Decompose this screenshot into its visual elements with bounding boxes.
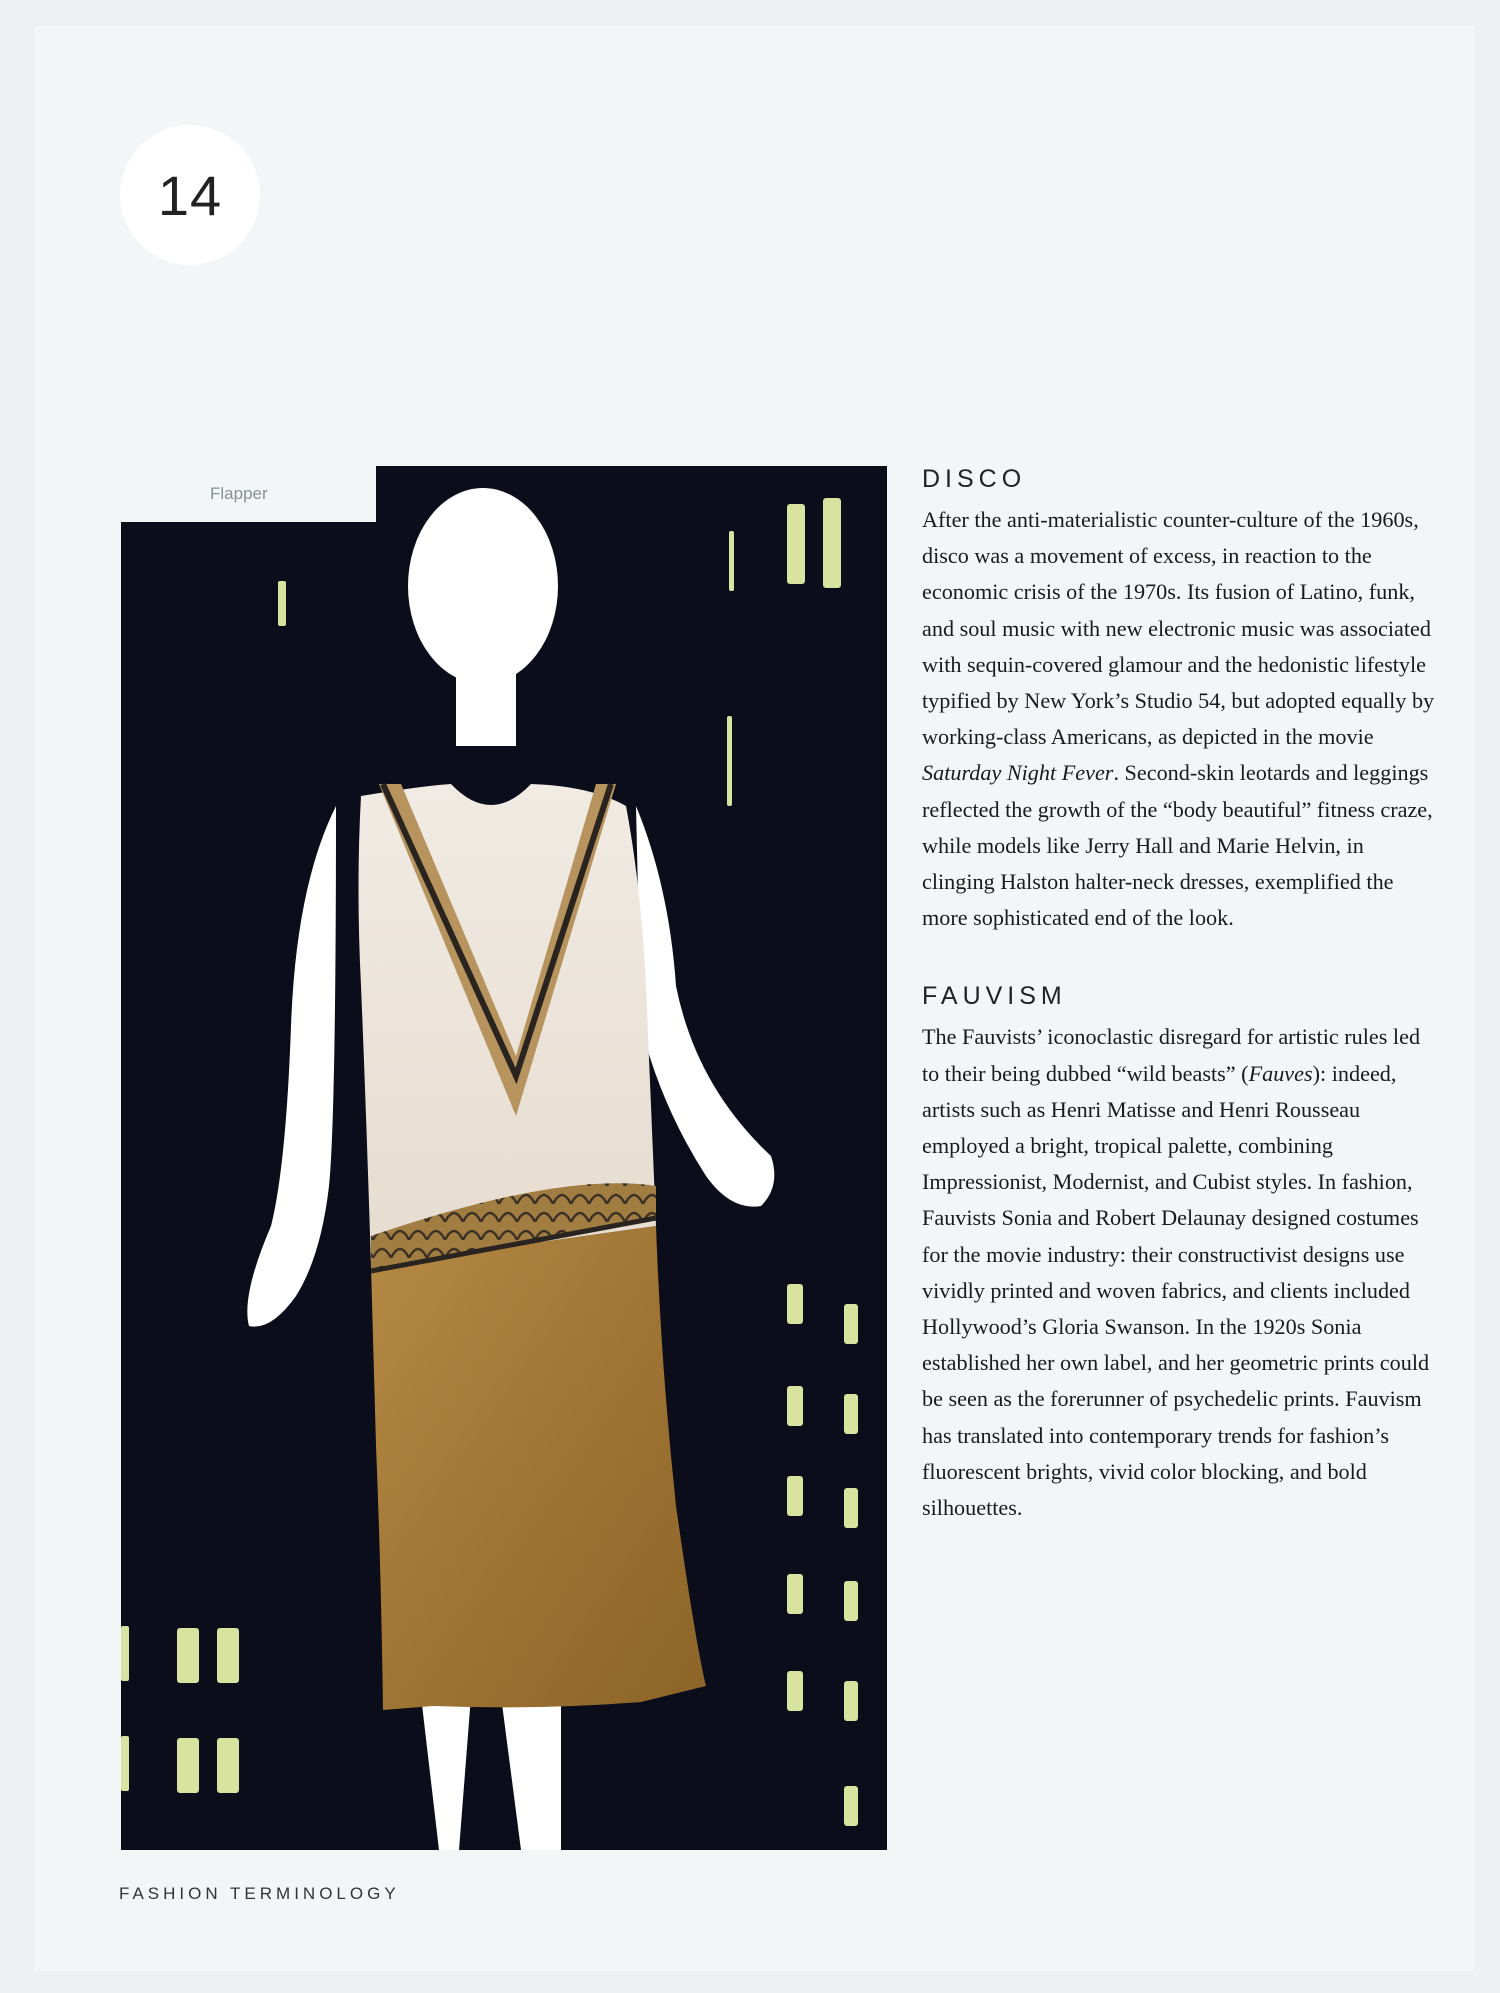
body-text: ): indeed, artists such as Henri Matisse and Henri Rousseau employed a bright, tropical palette, combining Impressionist, Modernist, and Cubist styles. In fashion, Fauvists Sonia and Robert Delaunay designed costumes for the movie industry: their constructivist designs use vividly printed and woven fabrics, and clients included Hollywood’s Gloria Swanson. In the 1920s Sonia established her own label, and her geometric prints could be seen as the forerunner of psychedelic prints. Fauvism has translated into contemporary trends for fashion’s fluorescent brights, vivid color blocking, and bold silhouettes.	[922, 1060, 1430, 1521]
section-body	[922, 1019, 1442, 1526]
running-footer: FASHION TERMINOLOGY	[119, 1884, 400, 1903]
text-column	[922, 462, 1442, 1526]
body-text: . Second-skin leotards and leggings reflected the growth of the “body beautiful” fitness craze, while models like Jerry Hall and Marie Helvin, in clinging Halston halter-neck dresses, exemplified the more sophisticated end of the look.	[922, 760, 1433, 931]
page-number-badge	[120, 125, 260, 265]
section-heading: FAUVISM	[922, 982, 1067, 1011]
section-disco	[922, 462, 1442, 936]
section-heading: DISCO	[922, 465, 1027, 493]
foreign-term: Fauves	[1248, 1060, 1313, 1086]
flapper-illustration	[121, 466, 887, 1850]
flapper-dress-photo	[121, 466, 887, 1850]
section-fauvism	[922, 979, 1442, 1526]
movie-title: Saturday Night Fever	[922, 760, 1114, 786]
body-text: The Fauvists’ iconoclastic disregard for artistic rules led to their being dubbed “wild beasts” (	[922, 1024, 1421, 1086]
body-text: After the anti-materialistic counter-culture of the 1960s, disco was a movement of excess, in reaction to the economic crisis of the 1970s. Its fusion of Latino, funk, and soul music with new electronic music was associated with sequin-covered glamour and the hedonistic lifestyle typified by New York’s Studio 54, but adopted equally by working-class Americans, as depicted in the movie	[922, 507, 1435, 750]
dress-skirt	[371, 1226, 706, 1710]
section-body	[922, 502, 1442, 936]
figure-caption: Flapper	[210, 484, 268, 503]
page-number: 14	[157, 163, 223, 227]
